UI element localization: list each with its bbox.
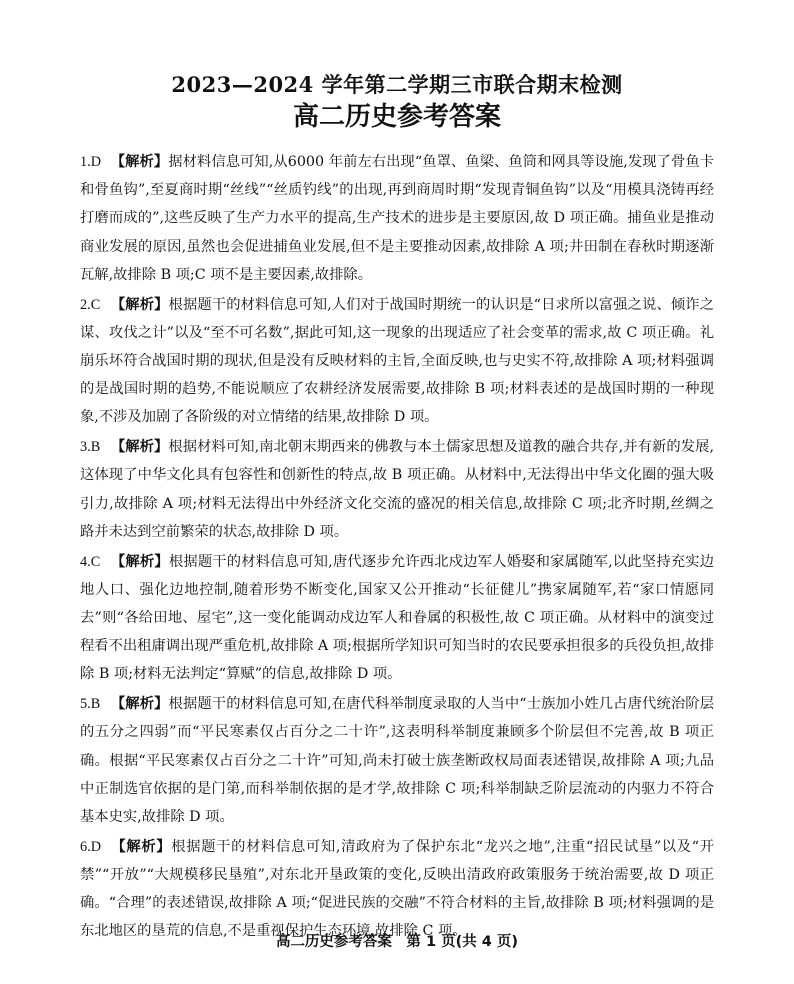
item-number: 6.	[80, 838, 91, 855]
answer-item	[80, 833, 714, 946]
exam-title: 2023—2024 学年第二学期三市联合期末检测	[171, 72, 623, 97]
item-answer: C	[90, 553, 101, 570]
analysis-text: 根据材料可知,南北朝末期西来的佛教与本土儒家思想及道教的融合共存,并有新的发展,这体现了中华文化具有包容性和创新性的特点,故 B 项正确。从材料中,无法得出中华文化圈的强大吸引力,故排除 A 项;材料无法得出中外经济文化交流的盛况的相关信息,故排除 C 项;北齐时期,丝绸之路并未达到空前繁荣的状态,故排除 D 项。	[80, 439, 715, 540]
item-answer: C	[90, 296, 101, 313]
analysis-tag: 【解析】	[110, 296, 169, 313]
answer-item	[80, 148, 714, 289]
analysis-text: 根据题干的材料信息可知,人们对于战国时期统一的认识是“日求所以富强之说、倾诈之谋、攻伐之计”以及“至不可名数”,据此可知,这一现象的出现适应了社会变革的需求,故 C 项正确。礼崩乐坏符合战国时期的现状,但是没有反映材料的主旨,全面反映,也与史实不符,故排除 A 项;材料强调的是战国时期的趋势,不能说顺应了农耕经济发展需要,故排除 B 项;材料表述的是战国时期的一种现象,不涉及加剧了各阶级的对立情绪的结果,故排除 D 项。	[80, 296, 714, 426]
analysis-text: 根据题干的材料信息可知,在唐代科举制度录取的人当中“士族加小姓几占唐代统治阶层的五分之四弱”而“平民寒素仅占百分之二十许”,这表明科举制度兼顾多个阶层但不完善,故 B 项正确。根据“平民寒素仅占百分之二十许”可知,尚未打破士族垄断政权局面表述错误,故排除 A 项;九品中正制选官依据的是门第,而科举制依据的是才学,故排除 C 项;科举制缺乏阶层流动的内驱力不符合基本史实,故排除 D 项。	[80, 696, 714, 826]
analysis-text: 根据题干的材料信息可知,唐代逐步允许西北戍边军人婚娶和家属随军,以此坚持充实边地人口、强化边地控制,随着形势不断变化,国家又公开推动“长征健儿”携家属随军,若“家口情愿同去”则“各给田地、屋宅”,这一变化能调动戍边军人和眷属的积极性,故 C 项正确。从材料中的演变过程看不出租庸调出现严重危机,故排除 A 项;根据所学知识可知当时的农民要承担很多的兵役负担,故排除 B 项;材料无法判定“算赋”的信息,故排除 D 项。	[80, 553, 714, 683]
item-answer: B	[90, 696, 101, 713]
analysis-tag: 【解析】	[110, 154, 169, 170]
answer-item	[80, 548, 714, 689]
answer-item	[80, 291, 714, 432]
item-answer: D	[90, 154, 102, 170]
answer-list	[80, 148, 714, 946]
answer-item	[80, 433, 714, 546]
analysis-text: 据材料信息可知,从6000 年前左右出现“鱼罩、鱼梁、鱼筒和网具等设施,发现了骨鱼卡和骨鱼钩”,至夏商时期“丝线”“丝质钓线”的出现,再到商周时期“发现青铜鱼钩”以及“用模具浇铸再经打磨而成的”,这些反映了生产力水平的提高,生产技术的进步是主要原因,故 D 项正确。捕鱼业是推动商业发展的原因,虽然也会促进捕鱼业发展,但不是主要推动因素,故排除 A 项;井田制在春秋时期逐渐瓦解,故排除 B 项;C 项不是主要因素,故排除。	[80, 154, 715, 283]
item-number: 2.	[80, 296, 91, 313]
analysis-text: 根据题干的材料信息可知,清政府为了保护东北“龙兴之地”,注重“招民试垦”以及“开禁”“开放”“大规模移民垦殖”,对东北开垦政策的变化,反映出清政府政策服务于统治需要,故 D 项正确。“合理”的表述错误,故排除 A 项;“促进民族的交融”不符合材料的主旨,故排除 B 项;材料强调的是东北地区的垦荒的信息,不是重视保护生态环境,故排除 C 项。	[80, 838, 715, 940]
analysis-tag: 【解析】	[110, 838, 172, 855]
page-footer: 高二历史参考答案 第 1 页(共 4 页)	[275, 934, 519, 950]
analysis-tag: 【解析】	[110, 553, 169, 570]
answer-item	[80, 690, 714, 831]
analysis-tag: 【解析】	[110, 696, 169, 713]
item-answer: B	[90, 439, 101, 456]
item-number: 4.	[80, 553, 91, 570]
page-subtitle: 高二历史参考答案	[292, 102, 501, 132]
item-answer: D	[90, 838, 102, 855]
item-number: 5.	[80, 696, 91, 713]
analysis-tag: 【解析】	[110, 439, 169, 456]
item-number: 3.	[80, 439, 91, 456]
item-number: 1.	[80, 154, 91, 170]
